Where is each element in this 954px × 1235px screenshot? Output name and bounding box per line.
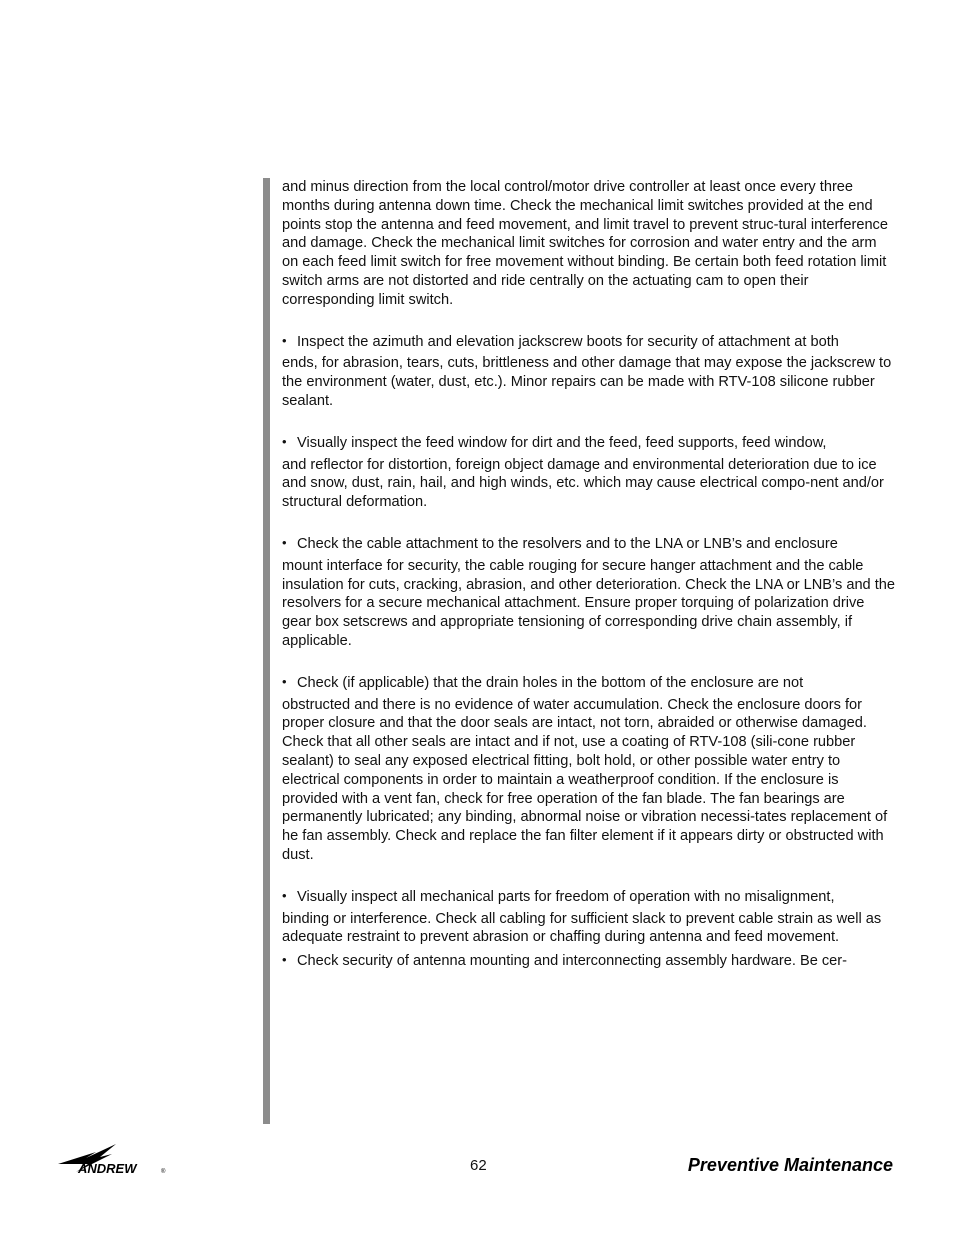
bullet-first-line: Check security of antenna mounting and interconnecting assembly hardware. Be cer- — [297, 953, 847, 970]
intro-paragraph: and minus direction from the local control/motor drive controller at least once every three months during antenna down time. Check the mechanical limit switches provided at the end points stop the antenna and feed movement, and limit travel to prevent struc-tural interference and damage. Check the mechanical limit switches for corrosion and water entry and the arm on each feed limit switch for free movement without binding. Be certain both feed rotation limit switch arms are not distorted and ride centrally on the actuating cam to open their corresponding limit switch. — [282, 179, 888, 308]
bullet-first-line: Visually inspect the feed window for dirt and the feed, feed supports, feed window, — [297, 434, 827, 451]
bullet-rest: mount interface for security, the cable rouging for secure hanger attachment and the cable insulation for cuts, cracking, abrasion, and other deterioration. Check the LNA or LNB’s and the resolvers for a secure mechanical attachment. Ensure proper torquing of polarization drive gear box setscrews and appropriate tensioning of corresponding drive chain assembly, if applicable. — [282, 557, 896, 649]
bullet-paragraph-3 — [282, 534, 896, 651]
bullet-icon: • — [282, 433, 287, 449]
bullet-paragraph-5 — [282, 887, 896, 947]
bullet-rest: obstructed and there is no evidence of water accumulation. Check the enclosure doors for proper closure and that the door seals are intact, not torn, abraided or otherwise damaged. Check that all other seals are intact and if not, use a coating of RTV-108 (sili-cone rubber sealant) to seal any exposed electrical fitting, bolt hold, or other possible water entry to electrical components in order to maintain a weatherproof condition. If the enclosure is provided with a vent fan, check for free operation of the fan blade. The fan bearings are permanently lubricated; any binding, abnormal noise or vibration necessi-tates replacement of he fan assembly. Check and replace the fan filter element if it appears dirty or obstructed with dust. — [282, 696, 888, 863]
bullet-first-line: Check the cable attachment to the resolvers and to the LNA or LNB’s and enclosure — [297, 535, 838, 552]
bullet-first-line: Inspect the azimuth and elevation jackscrew boots for security of attachment at both — [297, 333, 839, 350]
bullet-icon: • — [282, 673, 287, 689]
bullet-rest: ends, for abrasion, tears, cuts, brittleness and other damage that may expose the jackscrew to the environment (water, dust, etc.). Minor repairs can be made with RTV-108 silicone rubber sealant. — [282, 355, 892, 409]
bullet-paragraph-2 — [282, 433, 896, 512]
bullet-icon: • — [282, 887, 287, 903]
page-number: 62 — [470, 1157, 487, 1174]
logo-text: ANDREW — [78, 1161, 137, 1176]
section-title: Preventive Maintenance — [687, 1155, 893, 1175]
registered-mark: ® — [161, 1169, 166, 1175]
bullet-paragraph-1 — [282, 332, 896, 411]
body-text — [282, 178, 896, 993]
bullet-icon: • — [282, 534, 287, 550]
bullet-rest: and reflector for distortion, foreign object damage and environmental deterioration due to ice and snow, dust, rain, hail, and high winds, etc. which may cause electrical compo-nent and/or structural deformation. — [282, 456, 884, 511]
bullet-icon: • — [282, 332, 287, 348]
andrew-logo — [56, 1142, 171, 1176]
bullet-first-line: Visually inspect all mechanical parts for freedom of operation with no misalignment, — [297, 888, 835, 905]
bullet-icon: • — [282, 952, 287, 968]
bullet-rest: binding or interference. Check all cabling for sufficient slack to prevent cable strain as well as adequate restraint to prevent abrasion or chaffing during antenna and feed movement. — [282, 910, 882, 946]
bullet-first-line: Check (if applicable) that the drain holes in the bottom of the enclosure are not — [297, 674, 804, 691]
margin-rule — [263, 178, 270, 1124]
bullet-paragraph-4 — [282, 673, 896, 865]
bullet-paragraph-6 — [282, 951, 896, 971]
